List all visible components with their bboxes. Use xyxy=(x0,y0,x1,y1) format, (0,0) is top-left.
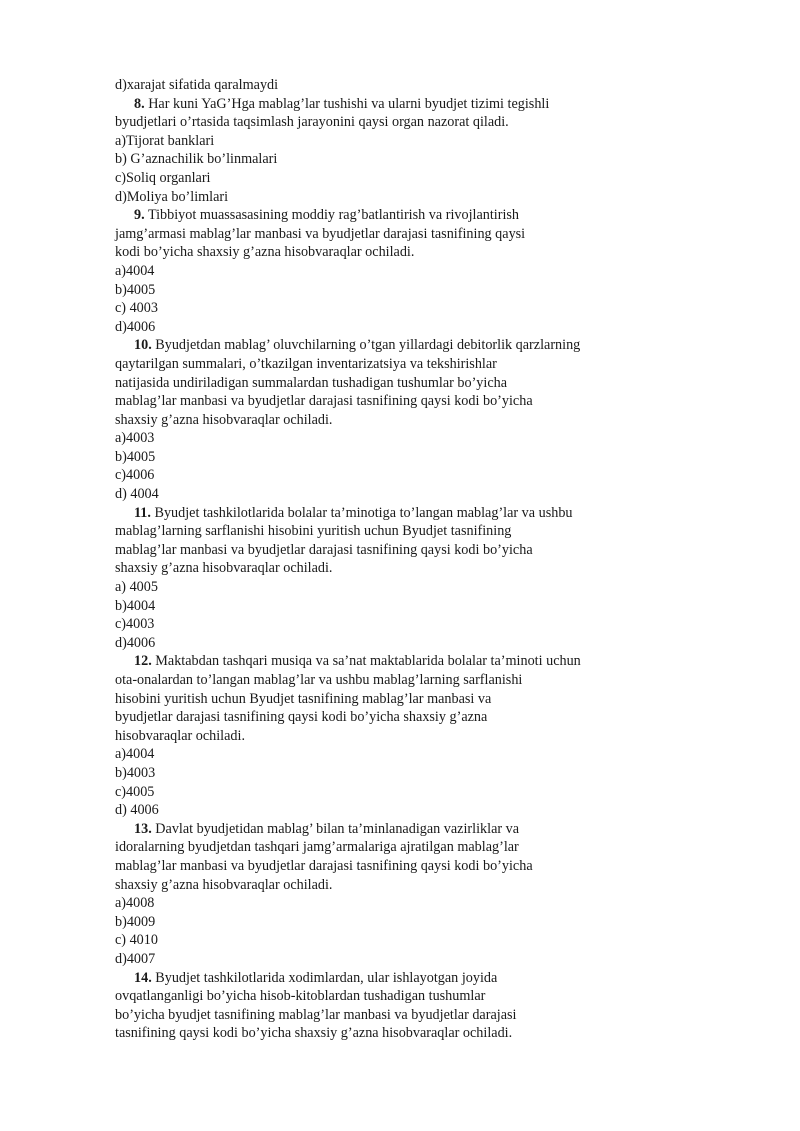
question-first-line xyxy=(115,652,655,671)
answer-option: c) 4003 xyxy=(115,300,158,317)
question-number: 13. xyxy=(134,820,152,837)
answer-option: b)4009 xyxy=(115,913,156,930)
question-number: 14. xyxy=(134,969,152,986)
answer-option: b)4005 xyxy=(115,281,156,298)
answer-option: d)4006 xyxy=(115,634,156,651)
question-text: Davlat byudjetidan mablag’ bilan ta’minlanadigan vazirliklar va xyxy=(155,820,520,837)
answer-option: d)Moliya bo’limlari xyxy=(115,188,229,205)
question-text-line: byudjetlar darajasi tasnifining qaysi kodi bo’yicha shaxsiy g’azna xyxy=(115,709,488,726)
question-text-line: shaxsiy g’azna hisobvaraqlar ochiladi. xyxy=(115,411,333,428)
answer-option: d)4007 xyxy=(115,950,156,967)
question-text: Maktabdan tashqari musiqa va sa’nat maktablarida bolalar ta’minoti uchun xyxy=(155,653,581,670)
question-text-line: kodi bo’yicha shaxsiy g’azna hisobvaraqlar ochiladi. xyxy=(115,244,415,261)
question-text-line: hisobini yuritish uchun Byudjet tasnifining mablag’lar manbasi va xyxy=(115,690,492,707)
question-number: 11. xyxy=(134,504,151,521)
question-text: Tibbiyot muassasasining moddiy rag’batlantirish va rivojlantirish xyxy=(147,207,520,224)
question-text-line: byudjetlari o’rtasida taqsimlash jarayonini qaysi organ nazorat qiladi. xyxy=(115,114,509,131)
question-first-line xyxy=(115,504,655,523)
question-block xyxy=(115,336,655,503)
answer-option: d) 4004 xyxy=(115,486,159,503)
question-block xyxy=(115,95,655,207)
question-first-line xyxy=(115,336,655,355)
answer-option: c)4003 xyxy=(115,616,155,633)
question-first-line xyxy=(115,969,655,988)
question-text-line: tasnifining qaysi kodi bo’yicha shaxsiy g’azna hisobvaraqlar ochiladi. xyxy=(115,1025,513,1042)
question-first-line xyxy=(115,206,655,225)
answer-option: c)Soliq organlari xyxy=(115,169,211,186)
answer-option: c)4006 xyxy=(115,467,155,484)
answer-option: d)4006 xyxy=(115,318,156,335)
answer-option: c)4005 xyxy=(115,783,155,800)
question-text: Byudjetdan mablag’ oluvchilarning o’tgan yillardagi debitorlik qarzlarning xyxy=(155,337,581,354)
answer-option: d) 4006 xyxy=(115,802,159,819)
question-text-line: mablag’lar manbasi va byudjetlar darajasi tasnifining qaysi kodi bo’yicha xyxy=(115,541,533,558)
answer-option: a)4004 xyxy=(115,746,155,763)
document-page xyxy=(115,76,655,1043)
answer-option: d)xarajat sifatida qaralmaydi xyxy=(115,77,279,93)
question-text-line: idoralarning byudjetdan tashqari jamg’armalariga ajratilgan mablag’lar xyxy=(115,839,519,856)
question-number: 12. xyxy=(134,653,152,670)
answer-option: a)4003 xyxy=(115,430,155,447)
answer-option: c) 4010 xyxy=(115,932,158,949)
question-first-line xyxy=(115,95,655,114)
question-text-line: natijasida undiriladigan summalardan tushadigan tushumlar bo’yicha xyxy=(115,374,508,391)
question-text-line: shaxsiy g’azna hisobvaraqlar ochiladi. xyxy=(115,560,333,577)
answer-option: a)Tijorat banklari xyxy=(115,132,215,149)
question-text-line: hisobvaraqlar ochiladi. xyxy=(115,727,246,744)
answer-option: b) G’aznachilik bo’linmalari xyxy=(115,151,278,168)
question-text-line: mablag’larning sarflanishi hisobini yuritish uchun Byudjet tasnifining xyxy=(115,523,512,540)
answer-option: b)4003 xyxy=(115,764,156,781)
answer-option: a)4008 xyxy=(115,895,155,912)
question-text-line: qaytarilgan summalari, o’tkazilgan inventarizatsiya va tekshirishlar xyxy=(115,355,497,372)
question-text-line: shaxsiy g’azna hisobvaraqlar ochiladi. xyxy=(115,876,333,893)
question-number: 10. xyxy=(134,337,152,354)
question-text-line: jamg’armasi mablag’lar manbasi va byudjetlar darajasi tasnifining qaysi xyxy=(115,225,526,242)
answer-option: b)4004 xyxy=(115,597,156,614)
question-block xyxy=(115,504,655,653)
question-text-line: mablag’lar manbasi va byudjetlar darajasi tasnifining qaysi kodi bo’yicha xyxy=(115,857,533,874)
question-text: Har kuni YaG’Hga mablag’lar tushishi va ularni byudjet tizimi tegishli xyxy=(148,95,550,112)
question-block xyxy=(115,652,655,819)
question-text: Byudjet tashkilotlarida xodimlardan, ular ishlayotgan joyida xyxy=(155,969,498,986)
answer-option: a)4004 xyxy=(115,262,155,279)
question-text-line: bo’yicha byudjet tasnifining mablag’lar manbasi va byudjetlar darajasi xyxy=(115,1006,517,1023)
question-block xyxy=(115,820,655,969)
question-block xyxy=(115,969,655,1043)
question-text-line: mablag’lar manbasi va byudjetlar darajasi tasnifining qaysi kodi bo’yicha xyxy=(115,393,533,410)
question-number: 9. xyxy=(134,207,145,224)
question-list xyxy=(115,95,655,1043)
question-text: Byudjet tashkilotlarida bolalar ta’minotiga to’langan mablag’lar va ushbu xyxy=(154,504,573,521)
question-text-line: ota-onalardan to’langan mablag’lar va ushbu mablag’larning sarflanishi xyxy=(115,672,523,688)
question-number: 8. xyxy=(134,95,145,112)
question-first-line xyxy=(115,820,655,839)
question-block xyxy=(115,206,655,336)
answer-option: b)4005 xyxy=(115,448,156,465)
question-text-line: ovqatlanganligi bo’yicha hisob-kitoblardan tushadigan tushumlar xyxy=(115,988,486,1005)
answer-option: a) 4005 xyxy=(115,579,158,596)
